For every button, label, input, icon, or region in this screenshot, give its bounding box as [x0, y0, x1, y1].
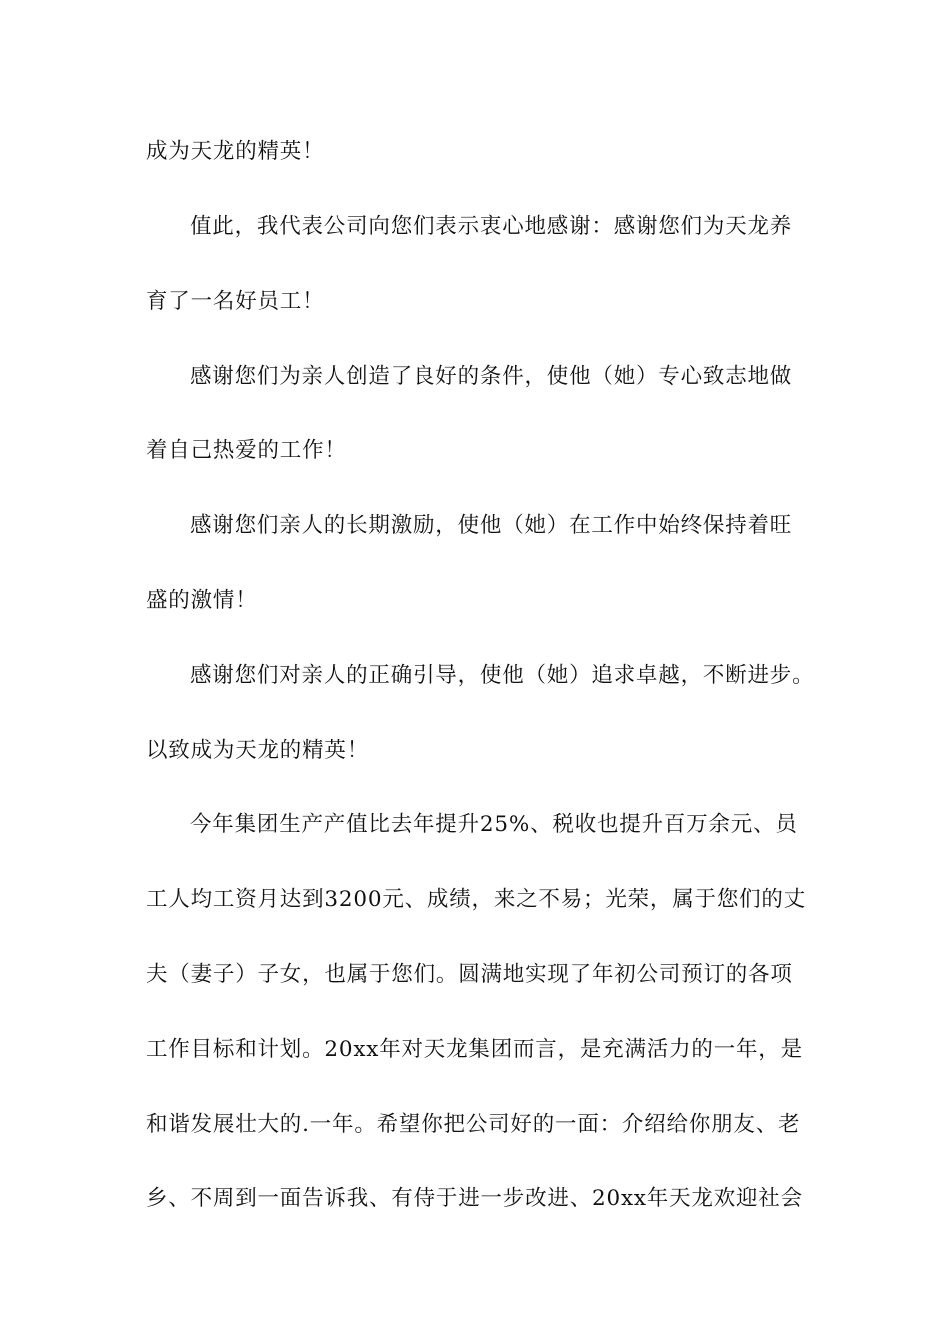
paragraph-line: 以致成为天龙的精英！: [146, 738, 370, 763]
paragraph-line: 感谢您们亲人的长期激励，使他（她）在工作中始终保持着旺: [190, 513, 793, 538]
paragraph-line: 今年集团生产产值比去年提升25%、税收也提升百万余元、员: [190, 812, 798, 837]
paragraph-line: 感谢您们为亲人创造了良好的条件，使他（她）专心致志地做: [190, 364, 793, 389]
paragraph-line: 工人均工资月达到3200元、成绩，来之不易；光荣，属于您们的丈: [146, 887, 807, 912]
paragraph-line: 着自己热爱的工作！: [146, 438, 347, 463]
paragraph-line: 盛的激情！: [146, 588, 258, 613]
paragraph-line: 和谐发展壮大的.一年。希望你把公司好的一面：介绍给你朋友、老: [146, 1112, 801, 1137]
paragraph-line: 感谢您们对亲人的正确引导，使他（她）追求卓越，不断进步。: [190, 663, 815, 688]
paragraph-line: 夫（妻子）子女，也属于您们。圆满地实现了年初公司预订的各项: [146, 962, 793, 987]
paragraph-line: 值此，我代表公司向您们表示衷心地感谢：感谢您们为天龙养: [190, 214, 793, 239]
paragraph-line: 乡、不周到一面告诉我、有侍于进一步改进、20xx年天龙欢迎社会: [146, 1186, 803, 1211]
paragraph-line: 育了一名好员工！: [146, 289, 325, 314]
paragraph-line: 成为天龙的精英！: [146, 139, 325, 164]
paragraph-line: 工作目标和计划。20xx年对天龙集团而言，是充满活力的一年，是: [146, 1037, 803, 1062]
